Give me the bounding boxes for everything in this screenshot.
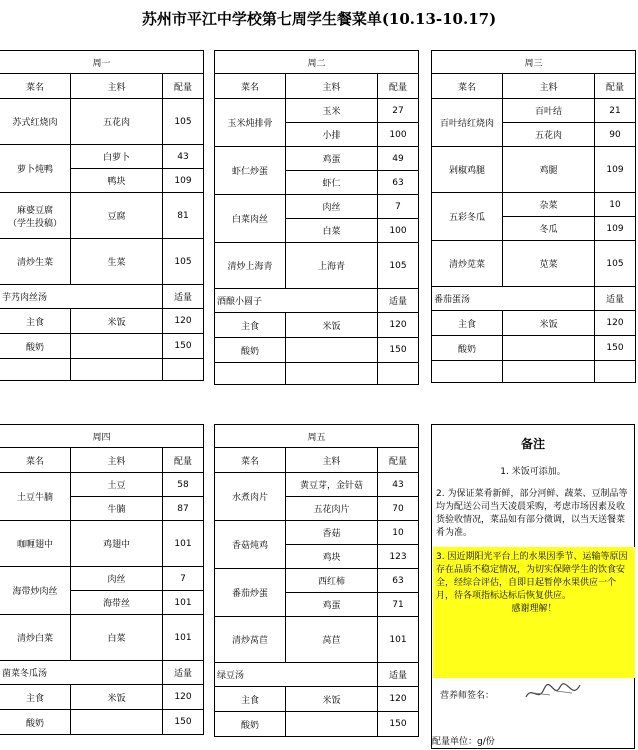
dish-row xyxy=(215,99,419,123)
dish-row xyxy=(215,243,419,289)
ingredient-amount: 43 xyxy=(378,473,419,497)
dish-name: 百叶结红烧肉 xyxy=(432,99,503,147)
blank-cell xyxy=(378,363,419,385)
ingredient-amount: 58 xyxy=(163,473,204,497)
dish-name: 清炒白菜 xyxy=(0,615,71,661)
ingredient-amount: 7 xyxy=(163,567,204,591)
col-main-header: 主料 xyxy=(286,74,378,99)
note-3-text: 3. 因近期阳光平台上的水果因季节、运输等原因存在品质不稳定情况，为切实保障学生的饮食安全，经综合评估，自即日起暂停水果供应一个月，待各项指标达标后恢复供应。 xyxy=(436,552,628,601)
dish-name: 玉米炖排骨 xyxy=(215,99,286,147)
yogurt-amount: 150 xyxy=(378,712,419,737)
staple-label: 主食 xyxy=(215,687,286,712)
yogurt-row xyxy=(0,710,204,735)
ingredient-amount: 27 xyxy=(378,99,419,123)
dish-row xyxy=(0,193,204,239)
soup-name: 菌菜冬瓜汤 xyxy=(0,661,163,685)
blank-cell xyxy=(163,359,204,381)
staple-amount: 120 xyxy=(595,311,636,336)
yogurt-amount: 150 xyxy=(595,336,636,361)
ingredient-amount: 101 xyxy=(163,521,204,567)
col-amount-header: 配量 xyxy=(163,448,204,473)
amount-unit: 配量单位：g/份 xyxy=(432,737,495,747)
dish-row xyxy=(0,615,204,661)
blank-cell xyxy=(215,363,286,385)
col-main-header: 主料 xyxy=(71,448,163,473)
staple-amount: 120 xyxy=(378,687,419,712)
note-3-thanks: 感谢理解！ xyxy=(511,604,557,614)
col-dish-header: 菜名 xyxy=(432,74,503,99)
dish-name: 白菜肉丝 xyxy=(215,195,286,243)
blank-cell xyxy=(503,361,595,383)
note-1: 1. 米饭可添加。 xyxy=(500,467,566,477)
ingredient-amount: 70 xyxy=(378,497,419,521)
menu-table-tuesday xyxy=(214,50,419,385)
yogurt-row xyxy=(0,334,204,359)
dish-row xyxy=(215,473,419,497)
column-header-row xyxy=(432,74,636,99)
note-2: 2. 为保证菜肴新鲜，部分河鲜、蔬菜、豆制品等均为配送公司当天凌晨采购，考虑市场因素及收货验收情况，菜品如有部分微调，以当天送餐菜肴为准。 xyxy=(436,489,628,538)
dish-name: 水煮肉片 xyxy=(215,473,286,521)
dish-name: 萝卜炖鸭 xyxy=(0,145,71,193)
dish-row xyxy=(432,147,636,193)
dish-row xyxy=(215,147,419,171)
day-label: 周一 xyxy=(0,51,204,74)
ingredient-name: 上海青 xyxy=(286,243,378,289)
dish-row xyxy=(215,617,419,663)
staple-main: 米饭 xyxy=(503,311,595,336)
dish-row xyxy=(432,99,636,123)
yogurt-label: 酸奶 xyxy=(0,334,71,359)
ingredient-name: 莴苣 xyxy=(286,617,378,663)
yogurt-label: 酸奶 xyxy=(432,336,503,361)
ingredient-name: 玉米 xyxy=(286,99,378,123)
ingredient-name: 虾仁 xyxy=(286,171,378,195)
ingredient-amount: 10 xyxy=(378,521,419,545)
ingredient-name: 白菜 xyxy=(71,615,163,661)
ingredient-name: 牛腩 xyxy=(71,497,163,521)
yogurt-main xyxy=(71,710,163,735)
ingredient-name: 西红柿 xyxy=(286,569,378,593)
menu-table-monday xyxy=(0,50,204,381)
day-label: 周二 xyxy=(215,51,419,74)
soup-row xyxy=(0,661,204,685)
day-header-row xyxy=(432,51,636,74)
ingredient-amount: 10 xyxy=(595,193,636,217)
ingredient-name: 鸭块 xyxy=(71,169,163,193)
ingredient-name: 肉丝 xyxy=(71,567,163,591)
day-label: 周三 xyxy=(432,51,636,74)
ingredient-amount: 81 xyxy=(163,193,204,239)
day-label: 周五 xyxy=(215,425,419,448)
yogurt-label: 酸奶 xyxy=(0,710,71,735)
note-3-highlight xyxy=(433,547,635,678)
menu-table-wednesday xyxy=(431,50,636,383)
column-header-row xyxy=(0,448,204,473)
ingredient-amount: 21 xyxy=(595,99,636,123)
dish-name: 五彩冬瓜 xyxy=(432,193,503,241)
yogurt-label: 酸奶 xyxy=(215,712,286,737)
ingredient-name: 五花肉片 xyxy=(286,497,378,521)
column-header-row xyxy=(215,448,419,473)
ingredient-amount: 100 xyxy=(378,123,419,147)
staple-row xyxy=(215,687,419,712)
ingredient-amount: 101 xyxy=(378,617,419,663)
ingredient-amount: 109 xyxy=(595,217,636,241)
dish-row xyxy=(215,569,419,593)
blank-row xyxy=(0,359,204,381)
yogurt-amount: 150 xyxy=(378,338,419,363)
soup-row xyxy=(215,289,419,313)
ingredient-name: 鸡腿 xyxy=(503,147,595,193)
dish-name: 海带炒肉丝 xyxy=(0,567,71,615)
blank-cell xyxy=(71,359,163,381)
ingredient-amount: 105 xyxy=(163,99,204,145)
dish-name: 苏式红烧肉 xyxy=(0,99,71,145)
soup-row xyxy=(0,285,204,309)
ingredient-amount: 101 xyxy=(163,591,204,615)
ingredient-name: 海带丝 xyxy=(71,591,163,615)
ingredient-name: 白菜 xyxy=(286,219,378,243)
dish-name: 番茄炒蛋 xyxy=(215,569,286,617)
ingredient-name: 生菜 xyxy=(71,239,163,285)
staple-label: 主食 xyxy=(0,685,71,710)
ingredient-name: 豆腐 xyxy=(71,193,163,239)
staple-label: 主食 xyxy=(0,309,71,334)
staple-amount: 120 xyxy=(163,685,204,710)
soup-amount: 适量 xyxy=(163,661,204,685)
staple-label: 主食 xyxy=(215,313,286,338)
yogurt-main xyxy=(286,338,378,363)
ingredient-amount: 105 xyxy=(378,243,419,289)
ingredient-amount: 109 xyxy=(163,169,204,193)
ingredient-name: 苋菜 xyxy=(503,241,595,287)
staple-amount: 120 xyxy=(378,313,419,338)
yogurt-row xyxy=(215,338,419,363)
day-label: 周四 xyxy=(0,425,204,448)
yogurt-row xyxy=(432,336,636,361)
staple-main: 米饭 xyxy=(71,685,163,710)
menu-table-thursday xyxy=(0,424,204,735)
ingredient-amount: 49 xyxy=(378,147,419,171)
dish-name: 香菇炖鸡 xyxy=(215,521,286,569)
col-main-header: 主料 xyxy=(503,74,595,99)
day-header-row xyxy=(0,51,204,74)
dish-row xyxy=(215,521,419,545)
ingredient-amount: 100 xyxy=(378,219,419,243)
dish-row xyxy=(0,239,204,285)
ingredient-amount: 90 xyxy=(595,123,636,147)
staple-row xyxy=(0,685,204,710)
staple-label: 主食 xyxy=(432,311,503,336)
ingredient-name: 黄豆芽，金针菇 xyxy=(286,473,378,497)
day-header-row xyxy=(215,51,419,74)
yogurt-main xyxy=(503,336,595,361)
yogurt-amount: 150 xyxy=(163,334,204,359)
yogurt-row xyxy=(215,712,419,737)
ingredient-name: 鸡蛋 xyxy=(286,147,378,171)
ingredient-name: 杂菜 xyxy=(503,193,595,217)
col-amount-header: 配量 xyxy=(163,74,204,99)
column-header-row xyxy=(215,74,419,99)
dish-name: 麻婆豆腐 （学生投稿） xyxy=(0,193,71,239)
blank-cell xyxy=(0,359,71,381)
ingredient-name: 百叶结 xyxy=(503,99,595,123)
blank-row xyxy=(432,361,636,383)
staple-row xyxy=(215,313,419,338)
ingredient-name: 土豆 xyxy=(71,473,163,497)
dish-name: 土豆牛腩 xyxy=(0,473,71,521)
ingredient-name: 白萝卜 xyxy=(71,145,163,169)
blank-cell xyxy=(595,361,636,383)
soup-name: 酒酿小圆子 xyxy=(215,289,378,313)
ingredient-amount: 63 xyxy=(378,569,419,593)
dish-row xyxy=(0,521,204,567)
soup-name: 绿豆汤 xyxy=(215,663,378,687)
page-title: 苏州市平江中学校第七周学生餐菜单(10.13-10.17) xyxy=(141,10,497,28)
ingredient-amount: 105 xyxy=(595,241,636,287)
staple-main: 米饭 xyxy=(286,687,378,712)
ingredient-amount: 43 xyxy=(163,145,204,169)
staple-main: 米饭 xyxy=(71,309,163,334)
col-dish-header: 菜名 xyxy=(215,448,286,473)
dish-row xyxy=(432,241,636,287)
ingredient-amount: 123 xyxy=(378,545,419,569)
col-main-header: 主料 xyxy=(286,448,378,473)
signature-label: 营养师签名： xyxy=(440,691,495,701)
staple-main: 米饭 xyxy=(286,313,378,338)
ingredient-name: 小排 xyxy=(286,123,378,147)
ingredient-amount: 7 xyxy=(378,195,419,219)
ingredient-amount: 105 xyxy=(163,239,204,285)
ingredient-name: 五花肉 xyxy=(503,123,595,147)
menu-table-friday xyxy=(214,424,419,737)
dish-name: 清炒莴苣 xyxy=(215,617,286,663)
day-header-row xyxy=(215,425,419,448)
staple-amount: 120 xyxy=(163,309,204,334)
yogurt-label: 酸奶 xyxy=(215,338,286,363)
ingredient-name: 鸡蛋 xyxy=(286,593,378,617)
blank-cell xyxy=(286,363,378,385)
dish-row xyxy=(215,195,419,219)
yogurt-amount: 150 xyxy=(163,710,204,735)
soup-amount: 适量 xyxy=(378,663,419,687)
notes-title: 备注 xyxy=(520,437,545,451)
col-dish-header: 菜名 xyxy=(0,448,71,473)
ingredient-name: 香菇 xyxy=(286,521,378,545)
day-header-row xyxy=(0,425,204,448)
dish-name: 清炒苋菜 xyxy=(432,241,503,287)
soup-amount: 适量 xyxy=(595,287,636,311)
signature-image xyxy=(520,677,590,707)
col-main-header: 主料 xyxy=(71,74,163,99)
dish-name: 清炒生菜 xyxy=(0,239,71,285)
ingredient-name: 鸡块 xyxy=(286,545,378,569)
soup-name: 番茄蛋汤 xyxy=(432,287,595,311)
blank-cell xyxy=(432,361,503,383)
ingredient-name: 鸡翅中 xyxy=(71,521,163,567)
blank-row xyxy=(215,363,419,385)
column-header-row xyxy=(0,74,204,99)
col-amount-header: 配量 xyxy=(595,74,636,99)
yogurt-main xyxy=(286,712,378,737)
ingredient-amount: 109 xyxy=(595,147,636,193)
ingredient-amount: 87 xyxy=(163,497,204,521)
dish-row xyxy=(0,473,204,497)
soup-name: 芋艿肉丝汤 xyxy=(0,285,163,309)
soup-amount: 适量 xyxy=(378,289,419,313)
ingredient-amount: 101 xyxy=(163,615,204,661)
soup-amount: 适量 xyxy=(163,285,204,309)
notes-panel xyxy=(431,424,635,749)
col-dish-header: 菜名 xyxy=(215,74,286,99)
soup-row xyxy=(215,663,419,687)
soup-row xyxy=(432,287,636,311)
col-dish-header: 菜名 xyxy=(0,74,71,99)
dish-name: 剁椒鸡腿 xyxy=(432,147,503,193)
dish-row xyxy=(0,99,204,145)
staple-row xyxy=(432,311,636,336)
ingredient-name: 冬瓜 xyxy=(503,217,595,241)
dish-name: 清炒上海青 xyxy=(215,243,286,289)
yogurt-main xyxy=(71,334,163,359)
ingredient-amount: 71 xyxy=(378,593,419,617)
dish-name: 虾仁炒蛋 xyxy=(215,147,286,195)
dish-row xyxy=(0,567,204,591)
ingredient-amount: 63 xyxy=(378,171,419,195)
staple-row xyxy=(0,309,204,334)
col-amount-header: 配量 xyxy=(378,74,419,99)
ingredient-name: 五花肉 xyxy=(71,99,163,145)
ingredient-name: 肉丝 xyxy=(286,195,378,219)
col-amount-header: 配量 xyxy=(378,448,419,473)
dish-row xyxy=(0,145,204,169)
dish-row xyxy=(432,193,636,217)
dish-name: 咖喱翅中 xyxy=(0,521,71,567)
